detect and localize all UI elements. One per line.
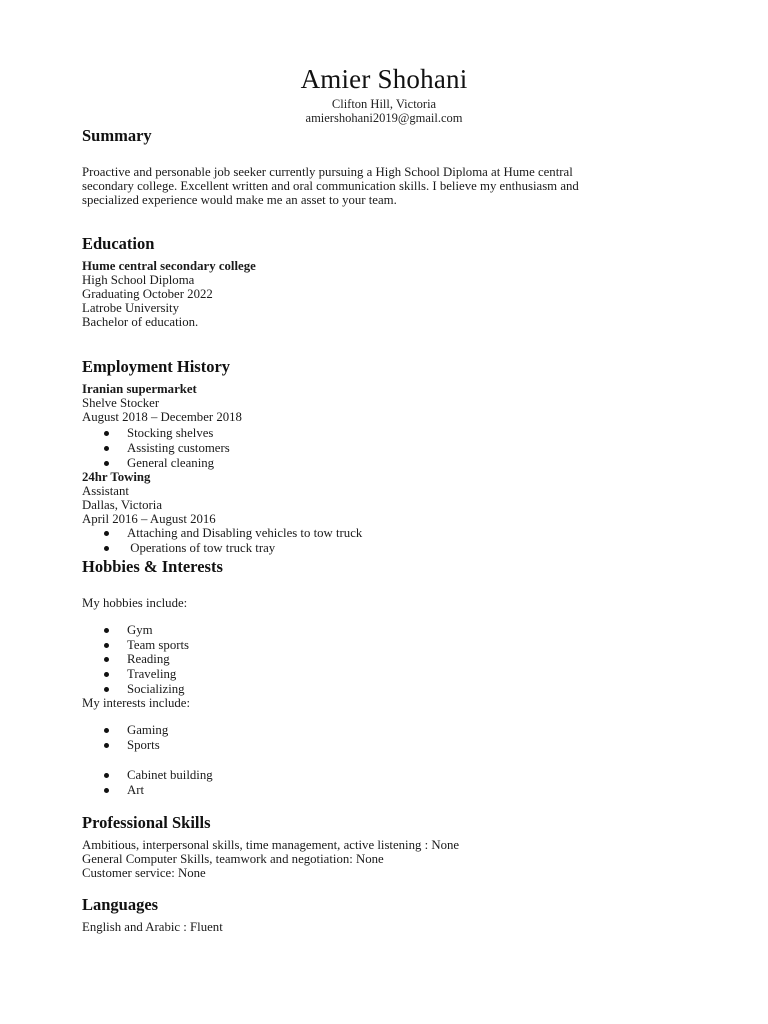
hobby-item: Team sports: [127, 638, 190, 652]
job-2-header: [82, 470, 216, 526]
education-line: Latrobe University: [82, 301, 180, 315]
candidate-email: amiershohani2019@gmail.com: [305, 111, 463, 125]
skill-line: Customer service: None: [82, 866, 206, 880]
languages-heading: Languages: [82, 895, 159, 914]
bullet-icon: [104, 672, 109, 677]
summary-line: Proactive and personable job seeker currently pursuing a High School Diploma at Hume central: [82, 165, 573, 179]
education-line: Graduating October 2022: [82, 287, 213, 301]
skill-line: Ambitious, interpersonal skills, time management, active listening : None: [82, 838, 460, 852]
job-duty: Stocking shelves: [127, 426, 214, 440]
bullet-icon: [104, 431, 109, 436]
summary-line: secondary college. Excellent written and oral communication skills. I believe my enthusiasm and: [82, 179, 579, 193]
bullet-icon: [104, 728, 109, 733]
hobby-item: Reading: [127, 652, 170, 666]
interests-intro: My interests include:: [82, 696, 191, 710]
job-location: Dallas, Victoria: [82, 498, 163, 512]
job-employer: 24hr Towing: [82, 470, 151, 484]
job-dates: April 2016 – August 2016: [82, 512, 216, 526]
candidate-location: Clifton Hill, Victoria: [331, 97, 437, 111]
bullet-icon: [104, 531, 109, 536]
interest-item: Art: [127, 783, 145, 797]
candidate-name: Amier Shohani: [300, 64, 468, 94]
education-block: [82, 259, 256, 329]
job-duty: Operations of tow truck tray: [127, 541, 276, 555]
interest-item: Gaming: [127, 723, 169, 737]
bullet-icon: [104, 773, 109, 778]
interest-item: Sports: [127, 738, 160, 752]
summary-heading: Summary: [82, 126, 152, 145]
languages-line: English and Arabic : Fluent: [82, 920, 223, 934]
bullet-icon: [104, 743, 109, 748]
job-duty: Attaching and Disabling vehicles to tow truck: [127, 526, 363, 540]
job-duty: General cleaning: [127, 456, 215, 470]
skills-block: [82, 838, 459, 880]
hobby-item: Traveling: [127, 667, 177, 681]
job-title: Assistant: [82, 484, 129, 498]
education-line: High School Diploma: [82, 273, 195, 287]
education-heading: Education: [82, 234, 155, 253]
job-duty: Assisting customers: [127, 441, 230, 455]
summary-line: specialized experience would make me an asset to your team.: [82, 193, 397, 207]
bullet-icon: [104, 461, 109, 466]
hobby-item: Gym: [127, 623, 153, 637]
job-1-header: [82, 382, 242, 424]
skills-heading: Professional Skills: [82, 813, 211, 832]
bullet-icon: [104, 657, 109, 662]
bullet-icon: [104, 446, 109, 451]
job-dates: August 2018 – December 2018: [82, 410, 242, 424]
education-line: Bachelor of education.: [82, 315, 199, 329]
bullet-icon: [104, 788, 109, 793]
employment-heading: Employment History: [82, 357, 231, 376]
bullet-icon: [104, 687, 109, 692]
interest-item: Cabinet building: [127, 768, 213, 782]
job-title: Shelve Stocker: [82, 396, 160, 410]
hobby-item: Socializing: [127, 682, 185, 696]
education-school: Hume central secondary college: [82, 259, 256, 273]
job-employer: Iranian supermarket: [82, 382, 197, 396]
skill-line: General Computer Skills, teamwork and negotiation: None: [82, 852, 384, 866]
summary-text: [82, 165, 682, 207]
hobbies-heading: Hobbies & Interests: [82, 557, 223, 576]
bullet-icon: [104, 546, 109, 551]
bullet-icon: [104, 628, 109, 633]
bullet-icon: [104, 643, 109, 648]
hobbies-intro: My hobbies include:: [82, 596, 188, 610]
